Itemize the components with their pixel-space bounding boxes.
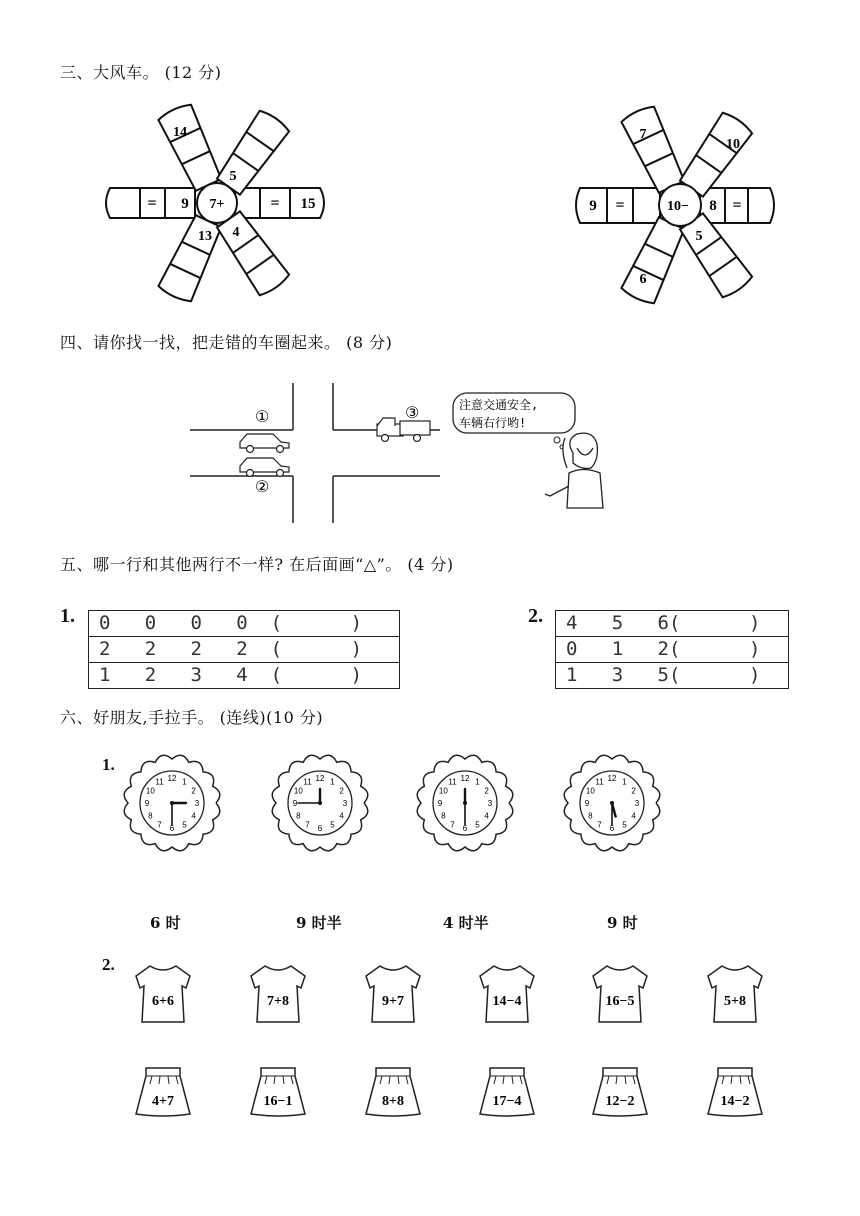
clock-numeral: 5 [475,820,480,830]
clock-numeral: 7 [305,820,310,830]
clock-numeral: 4 [339,811,344,821]
clock-numeral: 6 [462,824,468,833]
clock-numeral: 10 [293,786,303,796]
clock-numeral: 4 [191,811,196,821]
car-1-label: ① [255,407,270,426]
clock-numeral: 8 [588,811,593,821]
clock-numeral: 12 [315,774,325,783]
bubble-line-1: 注意交通安全, [459,398,539,412]
clock-numeral: 3 [634,799,640,808]
clock-numeral: 1 [182,777,187,787]
blade-left: 9 [589,198,597,214]
clock-numeral: 11 [448,777,457,787]
clock-numeral: 7 [450,820,455,830]
clock-numeral: 8 [296,811,301,821]
clock-numeral: 1 [330,777,335,787]
clothes-label: 2. [102,955,115,974]
windmill-2-center: 10− [667,199,689,214]
section-4-title: 四、请你找一找，把走错的车圈起来。 (8 分) [60,333,393,352]
table-row: 1 2 3 4 ( ) [89,663,400,689]
clock-numeral: 9 [584,799,590,808]
clock-numeral: 12 [460,774,470,783]
section-6-title: 六、好朋友,手拉手。 (连线)(10 分) [60,708,324,727]
clock-numeral: 9 [292,799,298,808]
shirt-5-icon[interactable] [585,960,655,1030]
clock-pivot [463,801,467,805]
time-label-3[interactable]: 4 时半 [443,914,489,932]
skirt-expression: 14−2 [720,1094,750,1109]
clock-numeral: 6 [609,824,615,833]
shirt-6-icon[interactable] [700,960,770,1030]
blade-bottom-right: 4 [232,225,240,240]
skirt-expression: 16−1 [263,1094,293,1109]
skirt-4-icon[interactable] [472,1062,542,1122]
skirt-expression: 4+7 [152,1094,174,1109]
blade-right: 15 [300,196,316,212]
clock-numeral: 3 [487,799,493,808]
blade-bottom-left: 13 [198,229,212,244]
table-row: 2 2 2 2 ( ) [89,637,400,663]
blade-top-right: 10 [726,137,740,152]
clock-pivot [170,801,174,805]
clock-numeral: 9 [437,799,443,808]
clock-numeral: 5 [330,820,335,830]
shirt-expression: 7+8 [267,994,289,1009]
clock-numeral: 7 [597,820,602,830]
clock-1-icon[interactable] [117,748,227,858]
clock-4-icon[interactable] [557,748,667,858]
blade-bottom-left: 6 [639,272,647,287]
windmill-1-center: 7+ [209,197,225,212]
clock-numeral: 3 [194,799,200,808]
blade-top-right: 5 [229,169,237,184]
skirt-5-icon[interactable] [585,1062,655,1122]
equals-sign: = [147,195,157,212]
blade-top-left: 14 [173,125,187,140]
time-label-1[interactable]: 6 时 [150,914,181,932]
clock-numeral: 6 [169,824,175,833]
skirt-3-icon[interactable] [358,1062,428,1122]
clock-numeral: 9 [144,799,150,808]
question-1-label: 1. [60,605,75,627]
shirt-expression: 16−5 [605,994,635,1009]
shirt-expression: 9+7 [382,994,404,1009]
equals-sign: = [270,195,280,212]
shirt-expression: 6+6 [152,994,174,1009]
bubble-line-2: 车辆右行哟! [459,416,527,430]
blade-bottom-right: 5 [695,229,703,244]
clock-2-icon[interactable] [265,748,375,858]
shirt-expression: 5+8 [724,994,746,1009]
clock-numeral: 2 [191,786,196,796]
blade-left: 9 [181,196,189,212]
clock-numeral: 10 [585,786,595,796]
clock-numeral: 10 [145,786,155,796]
table-row: 1 3 5( ) [556,663,789,689]
clock-numeral: 1 [475,777,480,787]
shirt-expression: 14−4 [492,994,522,1009]
truck-label: ③ [405,403,420,422]
skirt-expression: 8+8 [382,1094,404,1109]
clock-numeral: 2 [339,786,344,796]
skirt-6-icon[interactable] [700,1062,770,1122]
clock-numeral: 4 [484,811,489,821]
clock-numeral: 8 [441,811,446,821]
clock-numeral: 12 [167,774,177,783]
clock-numeral: 10 [438,786,448,796]
table-row: 0 1 2( ) [556,637,789,663]
clock-numeral: 12 [607,774,617,783]
clock-numeral: 6 [317,824,323,833]
section-5-title: 五、哪一行和其他两行不一样? 在后面画“△”。 (4 分) [60,555,454,574]
shirt-1-icon[interactable] [128,960,198,1030]
shirt-4-icon[interactable] [472,960,542,1030]
question-2-label: 2. [528,605,543,627]
clock-pivot [610,801,614,805]
car-2-label: ② [255,477,270,496]
blade-top-left: 7 [639,127,647,142]
shirt-2-icon[interactable] [243,960,313,1030]
skirt-expression: 17−4 [492,1094,522,1109]
clock-numeral: 7 [157,820,162,830]
clock-numeral: 11 [155,777,164,787]
skirt-1-icon[interactable] [128,1062,198,1122]
clock-numeral: 2 [631,786,636,796]
time-label-4[interactable]: 9 时 [607,914,638,932]
table-row: 4 5 6( ) [556,611,789,637]
blade-right: 8 [709,198,717,214]
clocks-label: 1. [102,755,115,774]
clock-numeral: 11 [303,777,312,787]
skirt-expression: 12−2 [605,1094,635,1109]
clock-numeral: 1 [622,777,627,787]
clock-3-icon[interactable] [410,748,520,858]
table-row: 0 0 0 0 ( ) [89,611,400,637]
clock-pivot [318,801,322,805]
time-label-2[interactable]: 9 时半 [296,914,342,932]
clock-numeral: 2 [484,786,489,796]
clock-numeral: 5 [622,820,627,830]
equals-sign: = [615,197,625,214]
shirt-3-icon[interactable] [358,960,428,1030]
clock-numeral: 8 [148,811,153,821]
section-3-title: 三、大风车。 (12 分) [60,63,222,82]
clock-numeral: 11 [595,777,604,787]
clock-numeral: 5 [182,820,187,830]
clock-numeral: 3 [342,799,348,808]
clock-numeral: 4 [631,811,636,821]
equals-sign: = [732,197,742,214]
skirt-2-icon[interactable] [243,1062,313,1122]
